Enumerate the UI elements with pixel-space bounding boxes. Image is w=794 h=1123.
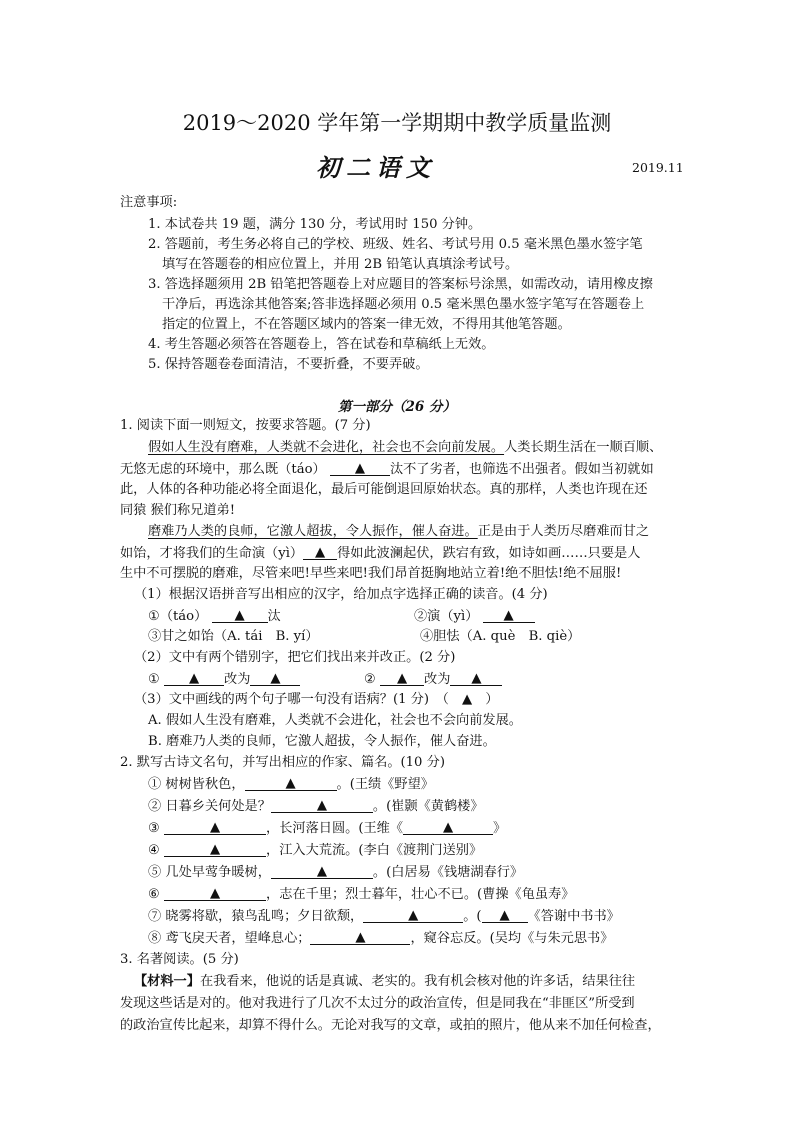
q1-sub-3-option-a: A. 假如人生没有磨难，人类就不会进化，社会也不会向前发展。: [148, 713, 522, 728]
triangle-marker-icon: ▲: [234, 608, 245, 623]
notice-line: 指定的位置上，不在答题区域内的答案一律无效，不得用其他笔答题。: [162, 317, 571, 332]
answer-blank: [483, 609, 535, 623]
notice-line: 4. 考生答题必须答在答题卷上，答在试卷和草稿纸上无效。: [148, 337, 495, 352]
answer-blank: [164, 672, 224, 686]
exam-title: 2019～2020 学年第一学期期中教学质量监测: [182, 111, 612, 135]
triangle-marker-icon: ▲: [285, 776, 296, 791]
q1-sub-3: （3）文中画线的两个句子哪一句没有语病？(1 分) （ ▲ ）: [134, 692, 499, 707]
notice-line: 填写在答题卷的相应位置上，并用 2B 铅笔认真填涂考试号。: [162, 257, 519, 272]
answer-blank: [303, 546, 337, 560]
triangle-marker-icon: ▲: [209, 886, 221, 901]
question-2-stem: 2. 默写古诗文名句，并写出相应的作家、篇名。(10 分): [120, 755, 445, 770]
exam-date: 2019.11: [632, 160, 684, 175]
answer-blank: [310, 931, 410, 945]
notice-line: 2. 答题前，考生务必将自己的学校、班级、姓名、考试号用 0.5 毫米黑色墨水签字笔: [148, 237, 643, 252]
notice-line: 3. 答选择题须用 2B 铅笔把答题卷上对应题目的答案标号涂黑，如需改动，请用橡皮擦: [148, 277, 653, 292]
notice-line: 5. 保持答题卷卷面清洁，不要折叠，不要弄破。: [148, 357, 429, 372]
q1-sub-1: （1）根据汉语拼音写出相应的汉字，给加点字选择正确的读音。(4 分): [134, 587, 548, 602]
triangle-marker-icon: ▲: [315, 545, 326, 560]
answer-blank: [271, 799, 373, 813]
q1-sub-1-a: ①（táo） ▲ 汰: [148, 608, 281, 624]
answer-blank: [164, 821, 266, 835]
question-1-stem: 1. 阅读下面一则短文，按要求答题。(7 分): [120, 418, 371, 433]
q2-item: ② 日暮乡关何处是？ ▲ 。(崔颢《黄鹤楼》: [148, 798, 484, 814]
triangle-marker-icon: ▲: [461, 692, 473, 707]
q1-sub-2: （2）文中有两个错别字，把它们找出来并改正。(2 分): [134, 650, 456, 665]
answer-blank: [403, 821, 493, 835]
answer-blank: [212, 609, 268, 623]
q3-material-1-line-2: 发现这些话是对的。他对我进行了几次不太过分的政治宣传，但是同我在“非匪区”所受到: [120, 996, 635, 1011]
q2-item: ④ ▲ ，江入大荒流。(李白《渡荆门送别》: [148, 842, 483, 858]
triangle-marker-icon: ▲: [499, 908, 510, 923]
notice-line: 1. 本试卷共 19 题，满分 130 分，考试用时 150 分钟。: [148, 217, 482, 232]
q1-sub-2-a: ① ▲ 改为 ▲: [148, 672, 300, 686]
q1-paragraph-1-line-3: 此，人体的各种功能必将全面退化，最后可能倒退回原始状态。真的那样，人类也许现在还: [120, 482, 648, 497]
q2-item: ⑦ 晓雾将歇，猿鸟乱鸣；夕日欲颓， ▲ 。( ▲ 《答谢中书书》: [148, 908, 620, 924]
triangle-marker-icon: ▲: [188, 671, 200, 686]
q1-sub-2-b: ② ▲ 改为 ▲: [364, 672, 502, 686]
triangle-marker-icon: ▲: [270, 671, 281, 686]
answer-blank: [330, 462, 390, 476]
q1-underlined-sentence-2: 磨难乃人类的良师，它激人超拔，令人振作，催人奋进。: [148, 524, 478, 539]
q2-item: ⑥ ▲ ，志在千里；烈士暮年，壮心不已。(曹操《龟虽寿》: [148, 886, 575, 902]
q3-material-1-line-3: 的政治宣传比起来，却算不得什么。无论对我写的文章，或拍的照片，他从来不加任何检查，: [120, 1018, 661, 1033]
q1-underlined-sentence-1: 假如人生没有磨难，人类就不会进化，社会也不会向前发展。: [148, 440, 505, 455]
q2-item: ⑧ 鸢飞戾天者，望峰息心； ▲ ，窥谷忘反。(吴均《与朱元思书》: [148, 930, 614, 946]
notice-label: 注意事项:: [120, 195, 178, 210]
exam-subtitle: 初二语文: [316, 153, 436, 182]
answer-blank: [450, 672, 502, 686]
q1-paragraph-2-line-2: 如饴，才将我们的生命演（yì） ▲ 得如此波澜起伏，跌宕有致，如诗如画……只要是人: [120, 545, 641, 561]
notice-line: 干净后，再选涂其他答案;答非选择题必须用 0.5 毫米黑色墨水签字笔写在答题卷上: [162, 297, 645, 312]
triangle-marker-icon: ▲: [396, 671, 408, 686]
answer-blank: [164, 887, 266, 901]
q1-paragraph-1-line-4: 同猿 猴们称兄道弟!: [120, 503, 235, 518]
q1-paragraph-2-line-3: 生中不可摆脱的磨难，尽管来吧!早些来吧!我们昂首挺胸地站立着!绝不胆怯!绝不屈服!: [120, 566, 622, 581]
q2-item: ③ ▲ ，长河落日圆。(王维《 ▲ 》: [148, 820, 507, 836]
section-heading: 第一部分（26 分）: [338, 399, 456, 415]
triangle-marker-icon: ▲: [209, 820, 221, 835]
q1-sub-1-b: ②演（yì） ▲: [414, 609, 535, 623]
q1-paragraph-1-line-2: 无悠无虑的环境中，那么既（táo） ▲ 汰不了劣者，也筛选不出强者。假如当初就如: [120, 461, 654, 477]
answer-blank: [363, 909, 463, 923]
triangle-marker-icon: ▲: [354, 461, 366, 476]
q1-sub-1-d: ④胆怯（A. què B. qiè）: [420, 629, 581, 644]
q3-material-1-line-1: 【材料一】在我看来，他说的话是真诚、老实的。我有机会核对他的许多话，结果往往: [134, 974, 636, 989]
answer-blank: [271, 865, 373, 879]
triangle-marker-icon: ▲: [355, 930, 366, 945]
answer-blank: [380, 672, 424, 686]
triangle-marker-icon: ▲: [316, 798, 327, 813]
answer-blank: [164, 843, 266, 857]
q1-sub-3-option-b: B. 磨难乃人类的良师，它激人超拔，令人振作，催人奋进。: [148, 734, 496, 749]
triangle-marker-icon: ▲: [442, 820, 454, 835]
q2-item: ⑤ 几处早莺争暖树， ▲ 。(白居易《钱塘湖春行》: [148, 864, 524, 880]
answer-blank: [245, 777, 337, 791]
triangle-marker-icon: ▲: [316, 864, 327, 879]
q2-item: ① 树树皆秋色， ▲ 。(王绩《野望》: [148, 776, 434, 792]
triangle-marker-icon: ▲: [503, 608, 514, 623]
q1-paragraph-2-line-1: 磨难乃人类的良师，它激人超拔，令人振作，催人奋进。正是由于人类历尽磨难而甘之: [148, 524, 650, 539]
q1-paragraph-1-line-1: 假如人生没有磨难，人类就不会进化，社会也不会向前发展。人类长期生活在一顺百顺、: [148, 440, 663, 455]
triangle-marker-icon: ▲: [471, 671, 482, 686]
triangle-marker-icon: ▲: [408, 908, 419, 923]
answer-blank: [250, 672, 300, 686]
answer-blank: [482, 909, 528, 923]
triangle-marker-icon: ▲: [209, 842, 221, 857]
q1-sub-1-c: ③甘之如饴（A. tái B. yí）: [148, 629, 319, 644]
question-3-stem: 3. 名著阅读。(5 分): [120, 952, 239, 967]
